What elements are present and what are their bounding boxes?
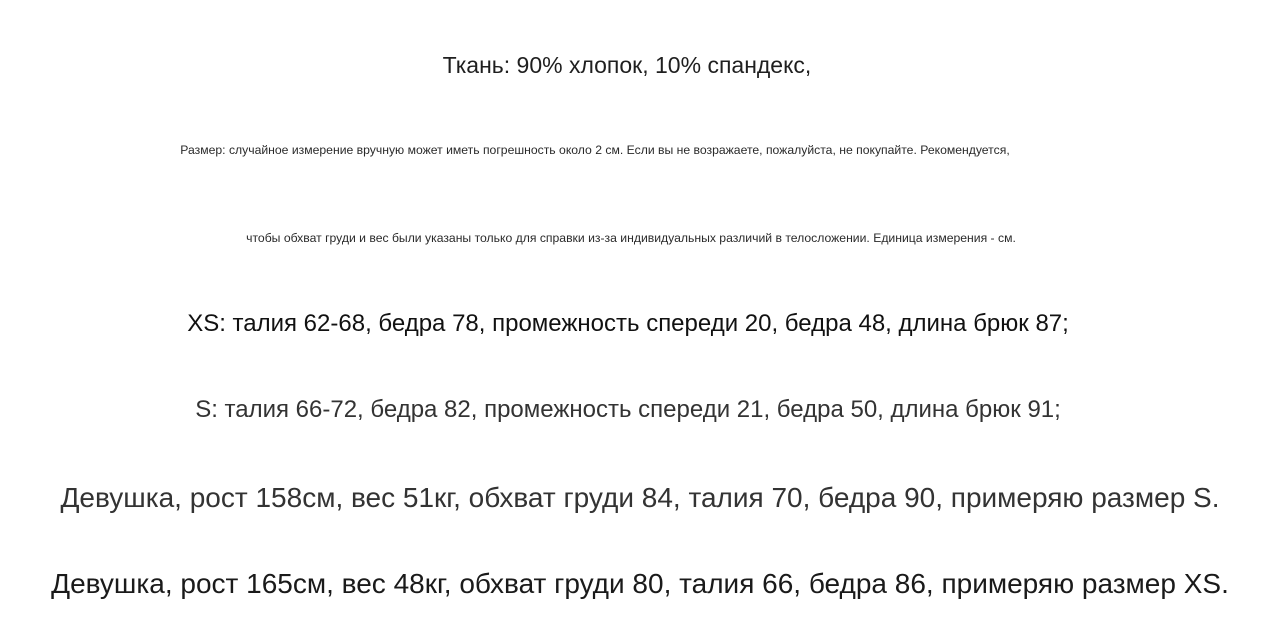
fabric-composition: Ткань: 90% хлопок, 10% спандекс, — [442, 52, 812, 78]
size-measurement-note-continued: чтобы обхват груди и вес были указаны только для справки из-за индивидуальных различий в телосложении. Единица измерения - см. — [246, 231, 1016, 245]
model-fit-example-s: Девушка, рост 158см, вес 51кг, обхват груди 84, талия 70, бедра 90, примеряю размер S. — [60, 482, 1220, 513]
size-xs-measurements: XS: талия 62-68, бедра 78, промежность спереди 20, бедра 48, длина брюк 87; — [187, 310, 1069, 337]
model-fit-example-xs: Девушка, рост 165см, вес 48кг, обхват груди 80, талия 66, бедра 86, примеряю размер XS. — [51, 568, 1229, 599]
size-measurement-note: Размер: случайное измерение вручную может иметь погрешность около 2 см. Если вы не возражаете, пожалуйста, не покупайте. Рекомендуется, — [180, 143, 1010, 157]
size-s-measurements: S: талия 66-72, бедра 82, промежность спереди 21, бедра 50, длина брюк 91; — [195, 396, 1061, 423]
